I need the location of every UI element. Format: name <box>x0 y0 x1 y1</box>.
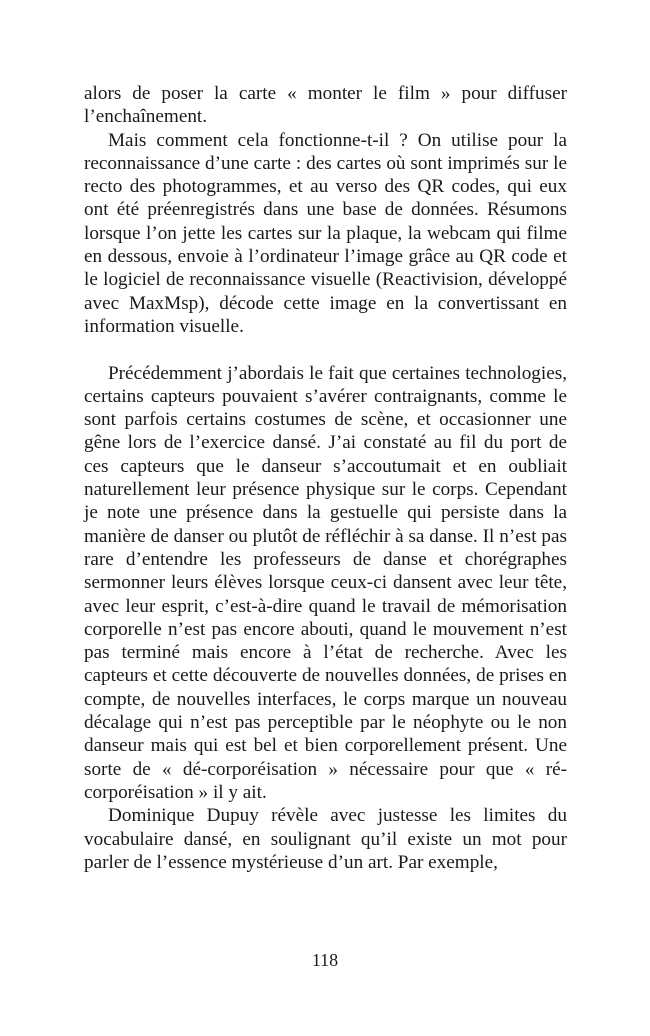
paragraph-sensors: Précédemment j’abordais le fait que certaines technologies, certains capteurs pouvaient s’avérer contraignants, comme le sont parfois certains costumes de scène, et occasionner une gêne lors de l’exercice dansé. J’ai constaté au fil du port de ces capteurs que le danseur s’accoutumait et en oubliait naturellement leur présence physique sur le corps. Cependant je note une présence dans la gestuelle qui persiste dans la manière de danser ou plutôt de réfléchir à sa danse. Il n’est pas rare d’entendre les professeurs de danse et chorégraphes sermonner leurs élèves lorsque ceux-ci dansent avec leur tête, avec leur esprit, c’est-à-dire quand le travail de mémorisation corporelle n’est pas encore abouti, quand le mouvement n’est pas terminé mais encore à l’état de recherche. Avec les capteurs et cette découverte de nouvelles données, de prises en compte, de nouvelles interfaces, le corps marque un nouveau décalage qui n’est pas perceptible par le néophyte ou le non danseur mais qui est bel et bien corporellement présent. Une sorte de « dé-corporéisation » nécessaire pour que « ré-corporéisation » il y ait. <box>84 362 567 803</box>
body-text <box>84 82 567 874</box>
page-number: 118 <box>311 950 339 970</box>
paragraph-qr-recognition: Mais comment cela fonctionne-t-il ? On utilise pour la reconnaissance d’une carte : des cartes où sont imprimés sur le recto des photogrammes, et au verso des QR codes, qui eux ont été préenregistrés dans une base de données. Résumons lorsque l’on jette les cartes sur la plaque, la webcam qui filme en dessous, envoie à l’ordinateur l’image grâce au QR code et le logiciel de reconnaissance visuelle (Reactivision, développé avec MaxMsp), décode cette image en la convertissant en information visuelle. <box>84 129 567 337</box>
paragraph-dupuy: Dominique Dupuy révèle avec justesse les limites du vocabulaire dansé, en soulignant qu’il existe un mot pour parler de l’essence mystérieuse d’un art. Par exemple, <box>84 805 567 873</box>
paragraph-continuation: alors de poser la carte « monter le film » pour diffuser l’enchaînement. <box>84 83 567 128</box>
